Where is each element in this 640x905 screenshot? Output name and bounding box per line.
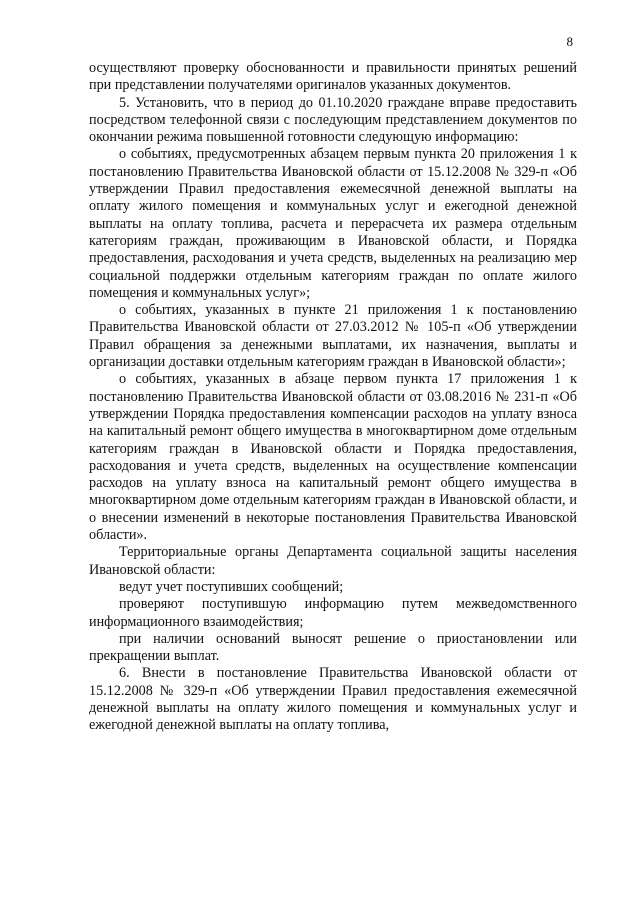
paragraph-item-6: 6. Внести в постановление Правительства Ивановской области от 15.12.2008 № 329-п «Об утверждении Правил предоставления ежемесячной денежной выплаты на оплату жилого помещения и коммунальных услуг и ежегодной денежной выплаты на оплату топлива, (89, 665, 577, 734)
paragraph-verify-info: проверяют поступившую информацию путем межведомственного информационного взаимодействия; (89, 596, 577, 630)
page-number: 8 (566, 34, 573, 49)
paragraph-events-105p: о событиях, указанных в пункте 21 приложения 1 к постановлению Правительства Ивановской области от 27.03.2012 № 105-п «Об утверждении Правил обращения за денежными выплатами, их назначения, выплаты и организации доставки отдельным категориям граждан в Ивановской области»; (89, 302, 577, 371)
paragraph-keep-records: ведут учет поступивших сообщений; (119, 578, 344, 595)
paragraph-events-231p: о событиях, указанных в абзаце первом пункта 17 приложения 1 к постановлению Правительства Ивановской области от 03.08.2016 № 231-п «Об утверждении Порядка предоставления компенсации расходов на уплату взноса на капитальный ремонт общего имущества в многоквартирном доме отдельным категориям граждан в Ивановской области и Порядка предоставления, расходования и учета средств, выделенных на осуществление компенсации расходов на уплату взноса на капитальный ремонт общего имущества в многоквартирном доме отдельным категориям граждан в Ивановской области, и о внесении изменений в некоторые постановления Правительства Ивановской области». (89, 371, 577, 544)
paragraph-continuation: осуществляют проверку обоснованности и правильности принятых решений при представлении получателями оригиналов указанных документов. (89, 60, 577, 94)
document-body (89, 60, 577, 735)
paragraph-decision: при наличии оснований выносят решение о приостановлении или прекращении выплат. (89, 630, 577, 665)
paragraph-item-5: 5. Установить, что в период до 01.10.2020 граждане вправе предоставить посредством телефонной связи с последующим представлением документов по окончании режима повышенной готовности следующую информацию: (89, 94, 577, 146)
paragraph-territorial-bodies: Территориальные органы Департамента социальной защиты населения Ивановской области: (89, 544, 577, 578)
paragraph-events-329p: о событиях, предусмотренных абзацем первым пункта 20 приложения 1 к постановлению Правительства Ивановской области от 15.12.2008 № 329-п «Об утверждении Правил предоставления ежемесячной денежной выплаты на оплату жилого помещения и коммунальных услуг и ежегодной денежной выплаты на оплату топлива, расчета и перерасчета их размера отдельным категориям граждан, проживающим в Ивановской области, и Порядка предоставления, расходования и учета средств, выделенных на реализацию мер социальной поддержки отдельным категориям граждан по оплате жилого помещения и коммунальных услуг»; (89, 146, 577, 301)
